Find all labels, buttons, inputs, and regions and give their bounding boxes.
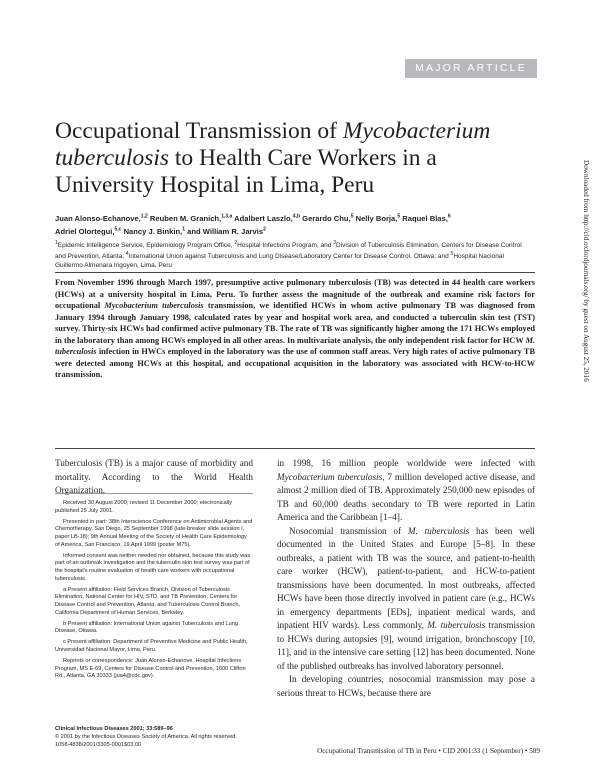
body-paragraph: In developing countries, nosocomial transmission may pose a serious threat to HCWs, because there are xyxy=(277,674,535,698)
footnote: c Present affiliation: Department of Preventive Medicine and Public Health, Universidad Nacional Mayor, Lima, Peru. xyxy=(55,639,248,654)
author: Adalbert Laszlo,$^{4,b}$ xyxy=(234,213,301,223)
footnote-separator xyxy=(55,493,253,494)
footnotes xyxy=(55,500,253,685)
footnote: Informed consent was neither needed nor obtained, because this study was part of an outbreak investigation and the tuberculin skin test survey was part of the hospital’s routine evaluation of health care workers with occupational tuberculosis. xyxy=(55,552,251,582)
intro-paragraph: Tuberculosis (TB) is a major cause of morbidity and mortality. According to the World Health Organization, xyxy=(55,458,253,495)
author-list xyxy=(55,211,525,237)
journal-name: Clinical Infectious Diseases 2001; 33:589–96 xyxy=(55,726,173,732)
abstract-top-rule xyxy=(55,272,535,273)
issn: 1058-4838/2001/3305-0001$03.00 xyxy=(55,741,142,748)
footnote: Reprints or correspondence: Juan Alonso-Echanove, Hospital Infections Program, MS E-69, Centers for Disease Control and Prevention, 1600 Clifton Rd., Atlanta, GA 30333 (jua4@cdc.gov). xyxy=(55,658,246,680)
page-footer: Occupational Transmission of TB in Peru • CID 2001:33 (1 September) • 589 xyxy=(317,747,540,755)
journal-citation xyxy=(55,726,253,749)
author: and William R. Jarvis$^2$ xyxy=(187,226,266,236)
body-paragraph: Nosocomial transmission of M. tuberculosis has been well documented in the United States and Europe [5–8]. In these outbreaks, a patient with TB was the source, and patient-to-health care worker (HCW), patient-to-patient, and HCW-to-patient transmissions have been documented. In most outbreaks, affected HCWs have been those directly involved in patient care (e.g., HCWs in emergency departments [EDs], inpatient medical wards, and inpatient HIV wards). Less commonly, M. tuberculosis transmission to HCWs during autopsies [9], wound irrigation, bronchoscopy [10, 11], and in the intensive care setting [12] has been documented. None of the published outbreaks has involved laboratory personnel. xyxy=(277,525,535,671)
footnote: Presented in part: 38th Interscience Conference on Antimicrobial Agents and Chemotherapy, San Diego, 25 September 1998 (late-breaker slide session I, paper LB-18); 9th Annual Meeting of the Society of Health Care Epidemiology of America, San Francisco, 19 April 1999 (poster M75). xyxy=(55,518,253,548)
author: Raquel Blas,$^6$ xyxy=(402,213,451,223)
body-column-right xyxy=(277,457,535,700)
copyright: © 2001 by the Infectious Diseases Society of America. All rights reserved. xyxy=(55,733,237,740)
author: Gerardo Chu,$^5$ xyxy=(302,213,354,223)
footnote: Received 30 August 2000; revised 11 December 2000; electronically published 25 July 2001. xyxy=(55,500,233,514)
download-notice-text: Downloaded from http://cid.oxfordjournals.org/ by guest on August 25, 2016 xyxy=(582,160,590,382)
section-label: MAJOR ARTICLE xyxy=(405,59,537,78)
abstract-bottom-rule xyxy=(55,448,535,449)
article-title: Occupational Transmission of Mycobacterium tuberculosis to Health Care Workers in a University Hospital in Lima, Peru xyxy=(55,118,491,198)
footnote: b Present affiliation: International Union against Tuberculosis and Lung Disease, Ottawa. xyxy=(55,620,238,635)
author: Reuben M. Granich,$^{1,3,a}$ xyxy=(149,213,233,223)
body-paragraph: in 1998, 16 million people worldwide were infected with Mycobacterium tuberculosis, 7 million developed active disease, and almost 2 million died of TB. Approximately 250,000 new episodes of TB and 60,000 deaths secondary to TB were reported in Latin America and the Caribbean [1–4]. xyxy=(277,458,535,522)
author: Nancy J. Binkin,$^1$ xyxy=(123,226,186,236)
author: Juan Alonso-Echanove,$^{1,2}$ xyxy=(55,213,148,223)
abstract: From November 1996 through March 1997, presumptive active pulmonary tuberculosis (TB) was detected in 44 health care workers (HCWs) at a university hospital in Lima, Peru. To further assess the magnitude of the outbreak and examine risk factors for occupational Mycobacterium tuberculosis transmission, we identified HCWs in whom active pulmonary TB was diagnosed from January 1994 through January 1998, calculated rates by year and hospital work area, and conducted a tuberculin skin test (TST) survey. Thirty-six HCWs had confirmed active pulmonary TB. The rate of TB was significantly higher among the 171 HCWs employed in the laboratory than among HCWs employed in all other areas. In multivariate analysis, the only independent risk factor for HCW M. tuberculosis infection in HWCs employed in the laboratory was the use of common staff areas. Very high rates of active pulmonary TB were detected among HCWs at this hospital, and occupational acquisition in the laboratory was associated with HCW-to-HCW transmission. xyxy=(55,278,536,379)
affiliations: $^1$Epidemic Intelligence Service, Epidemiology Program Office, $^2$Hospital Infections Program, and $^3$Division of Tuberculosis Elimination, Centers for Disease Control and Prevention, Atlanta; $^4$International Union against Tuberculosis and Lung Disease/Laboratory Center for Disease Control, Ottawa; and $^5$Hospital Nacional Guillermo Almenara Irigoyen, Lima, Peru xyxy=(55,240,522,270)
author: Nelly Borja,$^5$ xyxy=(355,213,401,223)
download-notice xyxy=(581,160,591,580)
footnote: a Present affiliation: Field Services Branch, Division of Tuberculosis Elimination, National Center for HIV, STD, and TB Prevention, Centers for Disease Control and Prevention, Atlanta; and Tuberculosis Control Branch, California Department of Human Services, Berkeley. xyxy=(55,586,241,616)
author: Adriel Olortegui,$^{5,c}$ xyxy=(55,226,122,236)
